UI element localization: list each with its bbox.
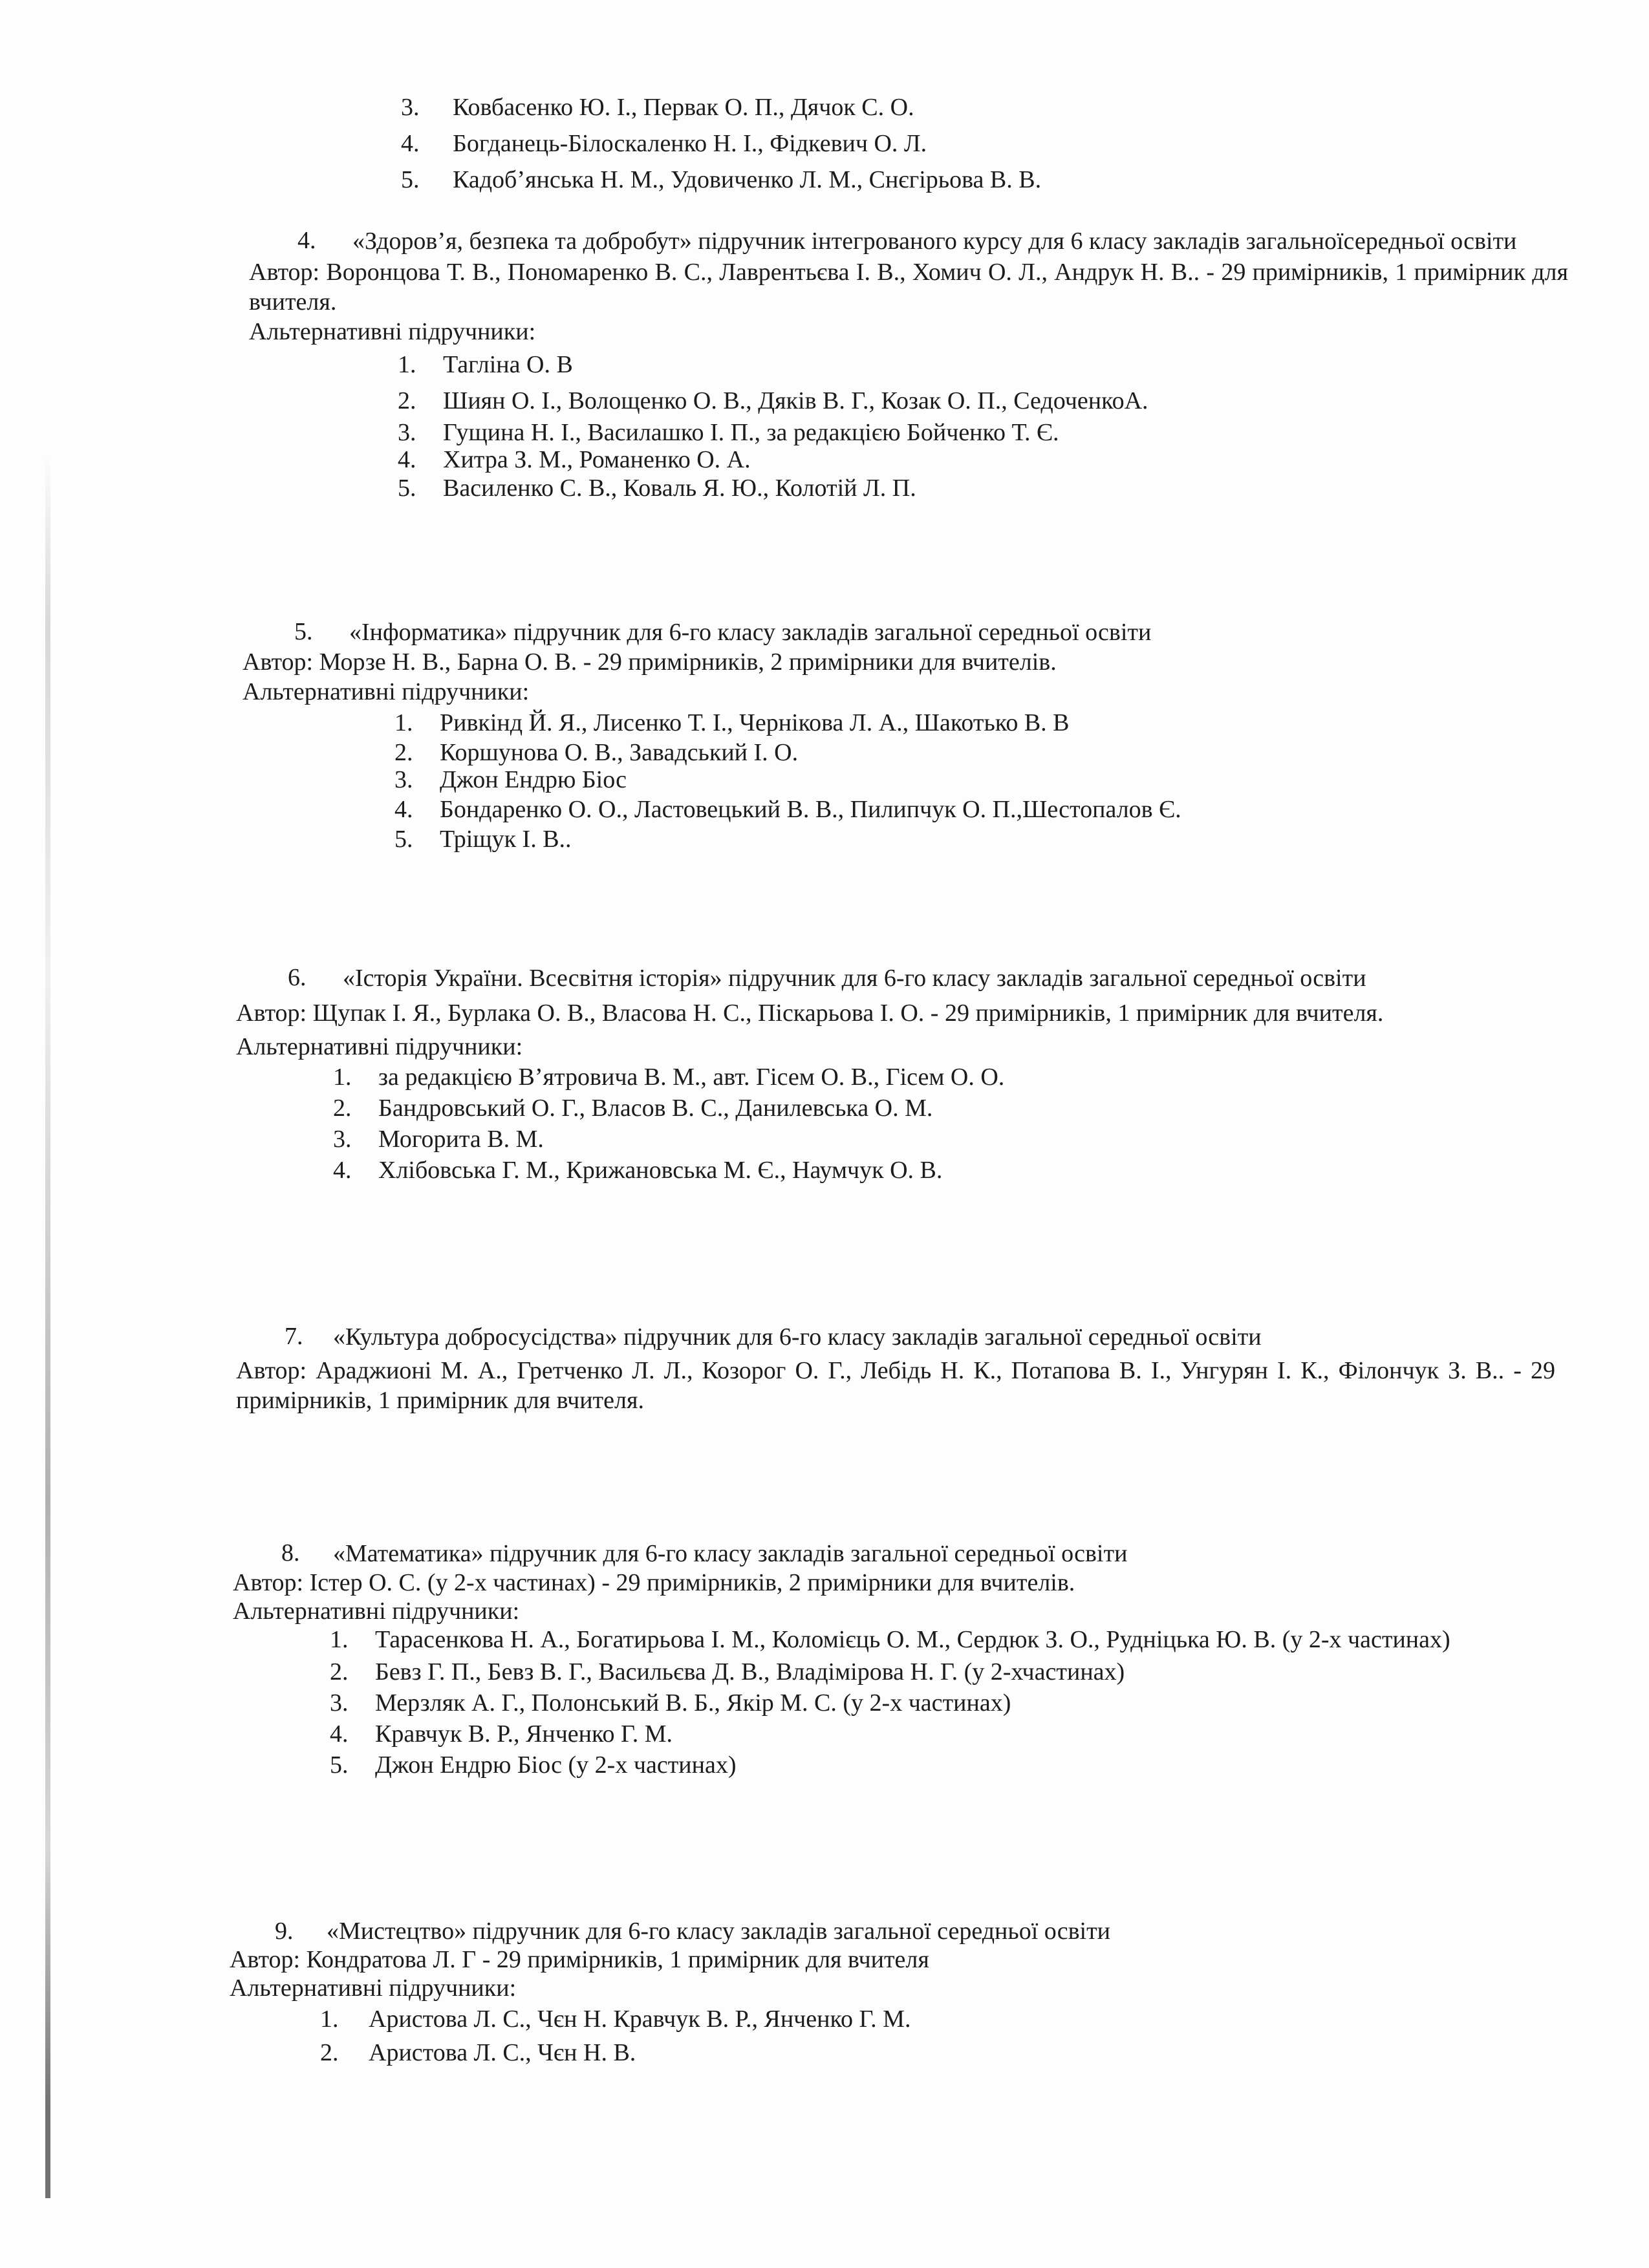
author-line: Автор: Воронцова Т. В., Пономаренко В. С., Лаврентьєва І. В., Хомич О. Л., Андрук Н. В.. - 29 примірників, 1 примірник для вчителя. (249, 259, 1568, 316)
list-item: 3. Мерзляк А. Г., Полонський В. Б., Якір М. С. (у 2-х частинах) (330, 1689, 1011, 1717)
alternatives-label: Альтернативні підручники: (230, 1974, 517, 2002)
list-item: 5. Василенко С. В., Коваль Я. Ю., Колотій Л. П. (398, 475, 916, 502)
list-item: 2. Аристова Л. С., Чєн Н. В. (320, 2039, 636, 2066)
alternatives-list (320, 2002, 1549, 2070)
author-line: Автор: Щупак І. Я., Бурлака О. В., Власова Н. С., Піскарьова І. О. - 29 примірників, 1 примірник для вчителя. (236, 1000, 1384, 1027)
section-7 (236, 1322, 1555, 1415)
author-line: Автор: Араджионі М. А., Гретченко Л. Л., Козорог О. Г., Лебідь Н. К., Потапова В. І., Унгурян І. К., Філончук З. В.. - 29 примірників, 1 примірник для вчителя. (236, 1357, 1555, 1414)
list-item: 5. Кадоб’янська Н. М., Удовиченко Л. М., Снєгірьова В. В. (401, 166, 1042, 193)
list-item: 2. Шиян О. І., Волощенко О. В., Дяків В. Г., Козак О. П., СедоченкоА. (398, 387, 1148, 414)
section-heading: 5. «Інформатика» підручник для 6-го класу закладів загальної середньої освіти (294, 618, 1152, 646)
list-item: 3. Джон Ендрю Біос (394, 766, 627, 793)
alternatives-label: Альтернативні підручники: (242, 678, 530, 705)
list-item: 2. Бевз Г. П., Бевз В. Г., Васильєва Д. В., Владімірова Н. Г. (у 2-хчастинах) (330, 1658, 1125, 1685)
section-heading: 9. «Мистецтво» підручник для 6-го класу закладів загальної середньої освіти (275, 1918, 1111, 1945)
alternatives-label: Альтернативні підручники: (249, 318, 536, 345)
alternatives-list (333, 1062, 1555, 1186)
list-item: 1. за редакцією В’ятровича В. М., авт. Гісем О. В., Гісем О. О. (333, 1064, 1005, 1091)
author-line: Автор: Морзе Н. В., Барна О. В. - 29 примірників, 2 примірники для вчителів. (242, 648, 1057, 676)
author-line: Автор: Кондратова Л. Г - 29 примірників, 1 примірник для вчителя (230, 1946, 929, 1973)
list-item: 1. Тарасенкова Н. А., Богатирьова І. М., Коломієць О. М., Сердюк З. О., Рудніцька Ю. В. (у 2-х частинах) (330, 1626, 1450, 1653)
list-item: 4. Хлібовська Г. М., Крижановська М. Є., Наумчук О. В. (333, 1157, 943, 1184)
alternatives-label: Альтернативні підручники: (233, 1598, 520, 1625)
list-item: 4. Бондаренко О. О., Ластовецький В. В., Пилипчук О. П.,Шестопалов Є. (394, 796, 1181, 823)
list-item: 1. Аристова Л. С., Чєн Н. Кравчук В. Р., Янченко Г. М. (320, 2006, 911, 2033)
section-heading: 8. «Математика» підручник для 6-го класу закладів загальної середньої освіти (281, 1539, 1128, 1567)
list-item: 1. Тагліна О. В (398, 351, 573, 378)
list-item: 2. Коршунова О. В., Завадський І. О. (394, 739, 799, 766)
alternatives-list (394, 707, 1568, 853)
alternatives-list (398, 347, 1568, 503)
list-item: 4. Кравчук В. Р., Янченко Г. М. (330, 1720, 673, 1748)
alternatives-label: Альтернативні підручники: (236, 1033, 523, 1060)
list-item: 3. Могорита В. М. (333, 1126, 544, 1153)
continuation-list (401, 89, 1565, 198)
list-item: 2. Бандровський О. Г., Власов В. С., Данилевська О. М. (333, 1095, 933, 1122)
list-item: 1. Ривкінд Й. Я., Лисенко Т. І., Чернікова Л. А., Шакотько В. В (394, 709, 1070, 736)
scan-shadow (45, 453, 50, 2198)
section-5 (242, 617, 1568, 853)
list-item: 4. Хитра З. М., Романенко О. А. (398, 446, 751, 473)
section-4 (249, 226, 1568, 503)
section-6 (236, 963, 1555, 1186)
section-heading: 7. «Культура добросусідства» підручник для 6-го класу закладів загальної середньої освіти (285, 1323, 1262, 1351)
section-heading: 6. «Історія України. Всесвітня історія» підручник для 6-го класу закладів загальної середньої освіти (288, 964, 1366, 992)
list-item: 4. Богданець-Білоскаленко Н. І., Фідкевич О. Л. (401, 130, 927, 157)
alternatives-list (330, 1625, 1552, 1781)
list-item: 3. Ковбасенко Ю. І., Первак О. П., Дячок С. О. (401, 94, 914, 121)
list-item: 5. Джон Ендрю Біос (у 2-х частинах) (330, 1751, 737, 1779)
author-line: Автор: Істер О. С. (у 2-х частинах) - 29 примірників, 2 примірники для вчителів. (233, 1569, 1075, 1596)
list-item: 5. Тріщук І. В.. (394, 826, 572, 853)
section-8 (233, 1539, 1552, 1781)
section-9 (230, 1917, 1549, 2070)
section-heading: 4. «Здоров’я, безпека та добробут» підручник інтегрованого курсу для 6 класу закладів загальноїсередньої освіти (297, 227, 1517, 255)
list-item: 3. Гущина Н. І., Василашко І. П., за редакцією Бойченко Т. Є. (398, 419, 1059, 446)
